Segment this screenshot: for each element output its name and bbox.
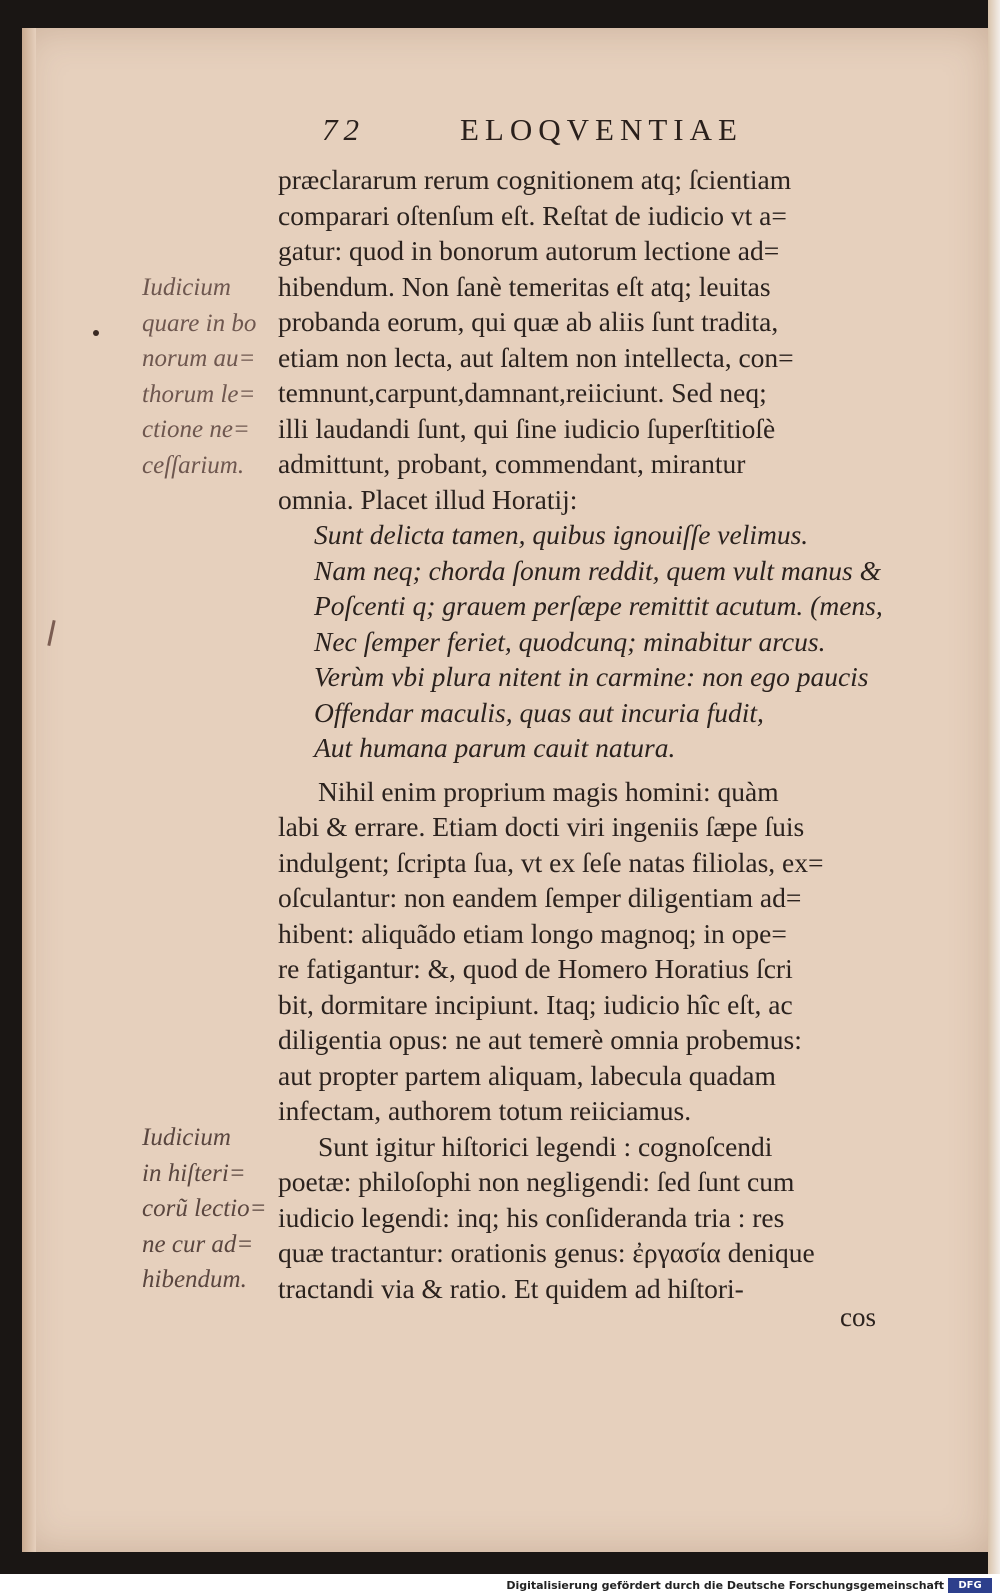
ink-speck	[93, 330, 99, 336]
text-line: temnunt,carpunt,damnant,reiiciunt. Sed neq;	[278, 377, 767, 408]
margin-line: Iudicium	[142, 274, 231, 301]
text-line: Sunt igitur hiſtorici legendi : cognoſcendi	[318, 1130, 773, 1162]
text-line: indulgent; ſcripta ſua, vt ex ſeſe natas filiolas, ex=	[278, 846, 824, 878]
text-line: hibent: aliquãdo etiam longo magnoq; in ope=	[278, 917, 787, 949]
margin-line: ctione ne=	[142, 416, 250, 443]
page-number: 72	[322, 112, 365, 147]
digitization-footer	[0, 1576, 1000, 1596]
margin-line: Iudicium	[142, 1124, 231, 1151]
margin-line: thorum le=	[142, 380, 256, 408]
verse-line: Aut humana parum cauit natura.	[314, 732, 676, 763]
text-line: Nihil enim proprium magis homini: quàm	[318, 775, 779, 807]
verse-line: Verùm vbi plura nitent in carmine: non ego paucis	[314, 661, 869, 692]
text-line: bit, dormitare incipiunt. Itaq; iudicio hîc eſt, ac	[278, 988, 793, 1020]
margin-line: quare in bo	[142, 309, 257, 337]
page-gutter-shadow	[22, 28, 36, 1552]
text-line: oſculantur: non eandem ſemper diligentiam ad=	[278, 882, 802, 913]
margin-line: ceſſarium.	[142, 451, 245, 479]
horace-quotation	[278, 517, 968, 766]
catchword: cos	[840, 1302, 876, 1332]
text-line: re fatigantur: &, quod de Homero Horatius ſcri	[278, 953, 793, 984]
main-text	[278, 162, 968, 1306]
margin-line: ne cur ad=	[142, 1230, 254, 1258]
verse-line: Nec ſemper feriet, quodcunq; minabitur arcus.	[314, 625, 826, 657]
text-line: iudicio legendi: inq; his conſideranda tria : res	[278, 1201, 785, 1233]
verse-line: Sunt delicta tamen, quibus ignouiſſe velimus.	[314, 519, 809, 550]
margin-line: corũ lectio=	[142, 1195, 267, 1222]
page-edge-strip	[988, 0, 1000, 1574]
paragraph-gap	[278, 766, 968, 774]
margin-note-historians	[142, 1120, 266, 1298]
running-title: ELOQVENTIAE	[460, 112, 743, 147]
text-line: illi laudandi ſunt, qui ſine iudicio ſuperſtitioſè	[278, 412, 776, 444]
funding-credit: Digitalisierung gefördert durch die Deutsche Forschungsgemeinschaft	[506, 1579, 944, 1592]
margin-line: in hiſteri=	[142, 1159, 246, 1187]
text-line: hibendum. Non ſanè temeritas eſt atq; leuitas	[278, 270, 771, 302]
text-line: admittunt, probant, commendant, mirantur	[278, 448, 746, 479]
verse-line: Nam neq; chorda ſonum reddit, quem vult manus &	[314, 554, 881, 586]
margin-note-judgment	[142, 270, 256, 483]
text-line: poetæ: philoſophi non negligendi: ſed ſunt cum	[278, 1166, 795, 1197]
page-header	[322, 112, 822, 152]
text-line: quæ tractantur: orationis genus: ἐργασία denique	[278, 1237, 815, 1268]
text-line: probanda eorum, qui quæ ab aliis ſunt tradita,	[278, 306, 779, 337]
margin-line: norum au=	[142, 345, 256, 372]
verse-line: Offendar maculis, quas aut incuria fudit,	[314, 696, 764, 728]
text-line: aut propter partem aliquam, labecula quadam	[278, 1059, 776, 1091]
margin-line: hibendum.	[142, 1266, 247, 1293]
text-line: gatur: quod in bonorum autorum lectione ad=	[278, 235, 780, 266]
text-line: etiam non lecta, aut ſaltem non intellecta, con=	[278, 341, 794, 373]
text-line: tractandi via & ratio. Et quidem ad hiſtori-	[278, 1272, 744, 1304]
text-line: omnia. Placet illud Horatij:	[278, 483, 578, 515]
text-line: labi & errare. Etiam docti viri ingeniis ſæpe ſuis	[278, 811, 805, 842]
text-line: præclararum rerum cognitionem atq; ſcientiam	[278, 164, 792, 195]
dfg-logo: DFG	[948, 1578, 992, 1593]
verse-line: Poſcenti q; grauem perſæpe remittit acutum. (mens,	[314, 590, 883, 621]
text-line: diligentia opus: ne aut temerè omnia probemus:	[278, 1024, 802, 1055]
text-line: infectam, authorem totum reiiciamus.	[278, 1095, 692, 1126]
text-line: comparari oſtenſum eſt. Reſtat de iudicio vt a=	[278, 199, 787, 231]
